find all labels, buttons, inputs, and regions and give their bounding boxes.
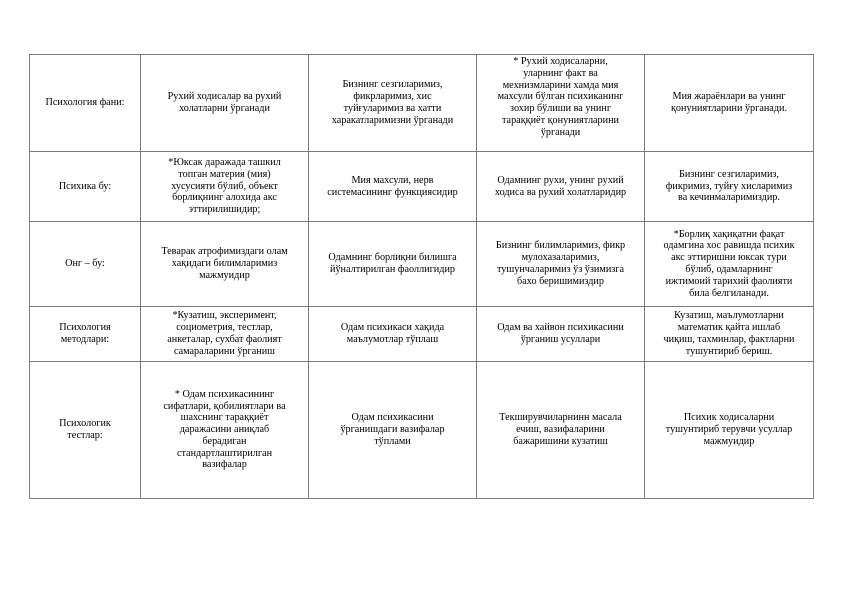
answer-cell: Одам психикасини ўрганишдаги вазифалар тўплами — [309, 362, 477, 499]
answer-cell: *Борлиқ хақиқатни фақат одамгина хос равишда психик акс эттиришни юксак тури бўлиб, одамларнинг ижтимоий тарихий фаолияти била белгиланади. — [645, 222, 814, 307]
answer-cell: Психик ходисаларни тушунтириб терувчи усуллар мажмуидир — [645, 362, 814, 499]
table-row-psychology-subject — [30, 55, 814, 152]
answer-cell: Одамнинг рухи, унинг рухий ходиса ва рухий холатларидир — [477, 152, 645, 222]
table-row-consciousness — [30, 222, 814, 307]
answer-cell: * Рухий ходисаларни, уларнинг факт ва мехнизмларини хамда мия махсули бўлган психиканинг зохир бўлиши ва унинг тараққиёт қонуниятларини ўрганади — [477, 55, 645, 152]
row-label-cell: Психология методлари: — [30, 307, 141, 362]
answer-cell: Мия махсули, нерв системасининг функциясидир — [309, 152, 477, 222]
answer-cell: *Кузатиш, эксперимент, социометрия, тестлар, анкеталар, сухбат фаолият самараларини ўрганиш — [141, 307, 309, 362]
row-label-cell: Психика бу: — [30, 152, 141, 222]
answer-cell: Рухий ходисалар ва рухий холатларни ўрганади — [141, 55, 309, 152]
answer-cell: Одам ва хайвон психикасини ўрганиш усуллари — [477, 307, 645, 362]
answer-cell: *Юксак даражада ташкил топган материя (мия) хусусияти бўлиб, объект борлиқнинг алохида акс эттирилишидир; — [141, 152, 309, 222]
row-label-cell: Психологик тестлар: — [30, 362, 141, 499]
answer-cell: Мия жараёнлари ва унинг қонуниятларини ўрганади. — [645, 55, 814, 152]
answer-cell: Теварак атрофимиздаги олам хақидаги билимларимиз мажмуидир — [141, 222, 309, 307]
row-label-cell: Онг – бу: — [30, 222, 141, 307]
table-row-psyche — [30, 152, 814, 222]
table-row-methods — [30, 307, 814, 362]
answer-cell: Одамнинг борлиқни билишга йўналтирилган фаоллигидир — [309, 222, 477, 307]
answer-cell: Бизнинг сезгиларимиз, фикримиз, туйғу хисларимиз ва кечинмаларимиздир. — [645, 152, 814, 222]
answer-cell: Текширувчиларнинн масала ечиш, вазифаларини бажаришини кузатиш — [477, 362, 645, 499]
psychology-quiz-table — [29, 54, 814, 499]
answer-cell: Бизнинг билимларимиз, фикр мулохазаларимиз, тушунчаларимиз ўз ўзимизга бахо беришимиздир — [477, 222, 645, 307]
table-row-tests — [30, 362, 814, 499]
answer-cell: Одам психикаси хақида маълумотлар тўплаш — [309, 307, 477, 362]
answer-cell: * Одам психикасининг сифатлари, қобилиятлари ва шахснинг тараққиёт даражасини аниқлаб берадиган стандартлаштирилган вазифалар — [141, 362, 309, 499]
row-label-cell: Психология фани: — [30, 55, 141, 152]
answer-cell: Кузатиш, маълумотларни математик қайта ишлаб чиқиш, тахминлар, фактларни тушунтириб бериш. — [645, 307, 814, 362]
answer-cell: Бизнинг сезгиларимиз, фикрларимиз, хис туйғуларимиз ва хатти харакатларимизни ўрганади — [309, 55, 477, 152]
